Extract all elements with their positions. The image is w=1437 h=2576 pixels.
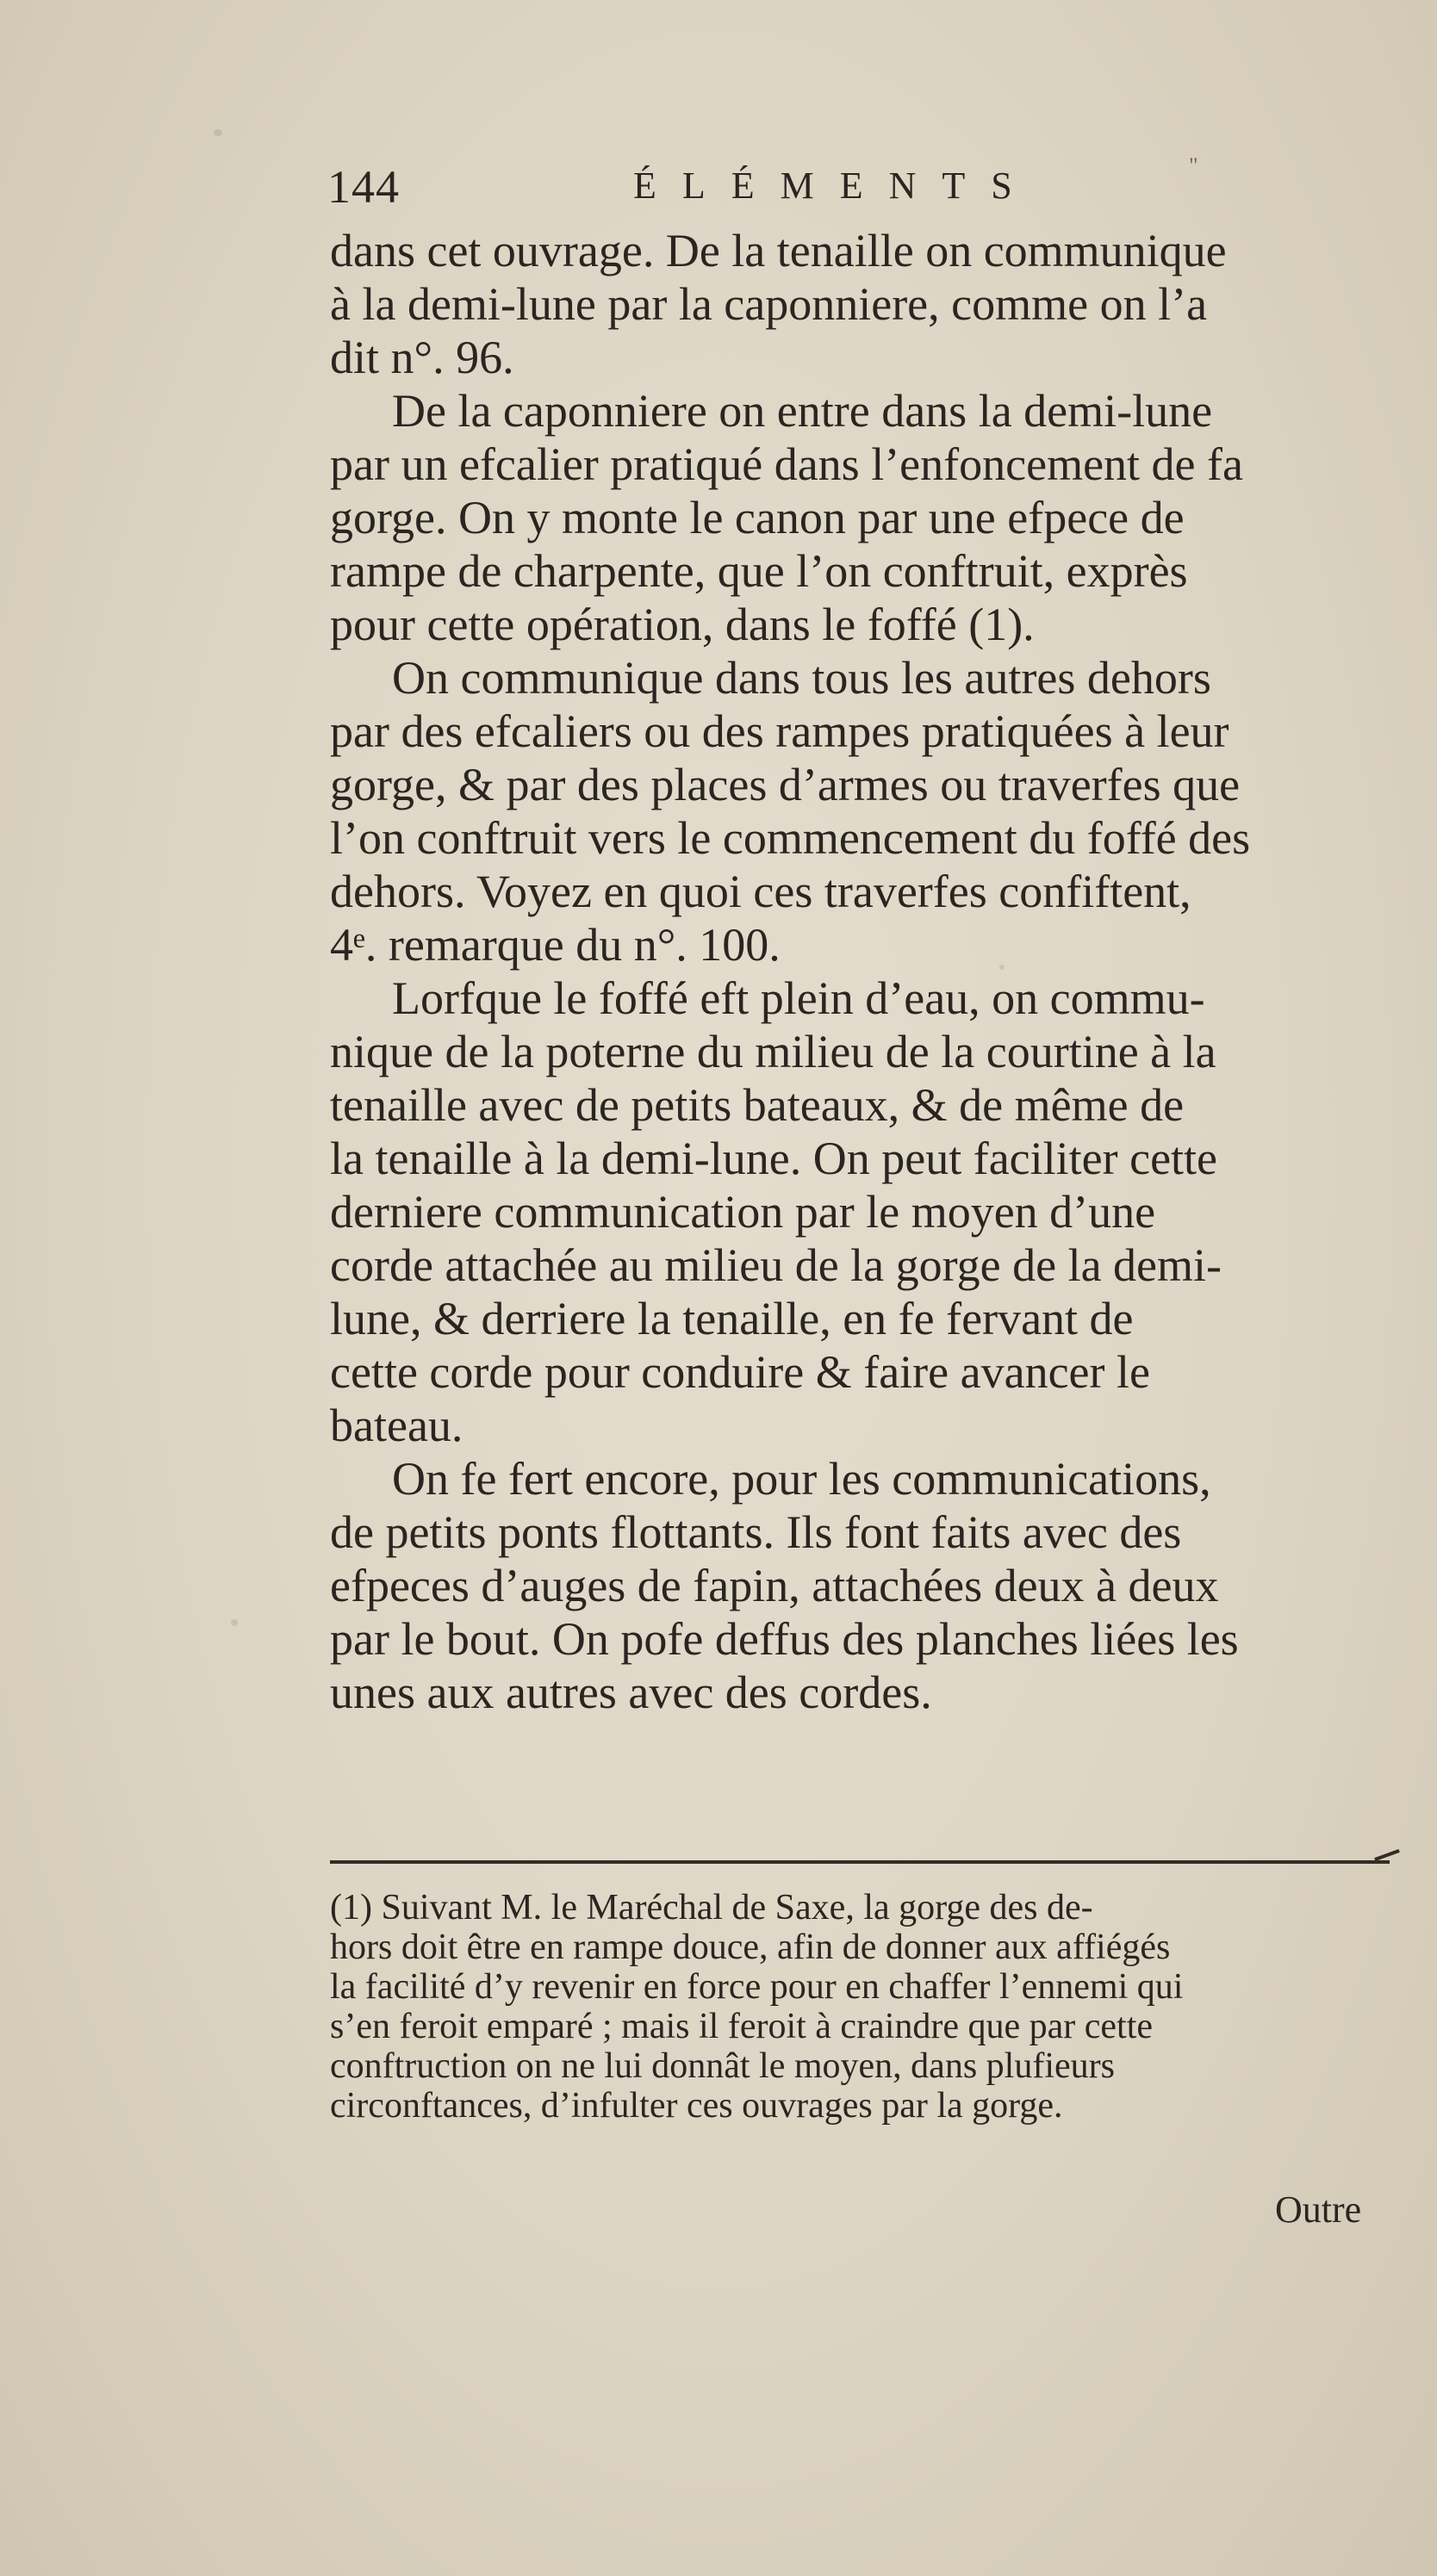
text-line: nique de la poterne du milieu de la courtine à la — [330, 1026, 1216, 1077]
text-line: unes aux autres avec des cordes. — [330, 1667, 932, 1718]
body-text — [330, 224, 1398, 1719]
text-line: corde attachée au milieu de la gorge de la demi- — [330, 1239, 1222, 1291]
page-header — [327, 153, 1198, 229]
running-head: ÉLÉMENTS — [633, 164, 1038, 207]
footnote-line: circonftances, d’infulter ces ouvrages par la gorge. — [330, 2086, 1063, 2126]
footnote-line: la facilité d’y revenir en force pour en chaffer l’ennemi qui — [330, 1967, 1184, 2007]
text-line: dans cet ouvrage. De la tenaille on communique — [330, 225, 1227, 276]
paragraph-1 — [330, 224, 1398, 384]
text-line: bateau. — [330, 1400, 463, 1451]
text-line: par un efcalier pratiqué dans l’enfoncement de fa — [330, 438, 1243, 490]
text-line: 4ᵉ. remarque du n°. 100. — [330, 919, 781, 971]
text-line: par des efcaliers ou des rampes pratiquées à leur — [330, 705, 1229, 757]
text-line: gorge, & par des places d’armes ou traverfes que — [330, 759, 1241, 810]
text-line: à la demi-lune par la caponniere, comme on l’a — [330, 278, 1208, 330]
text-line: de petits ponts flottants. Ils font faits avec des — [330, 1506, 1182, 1558]
text-line: gorge. On y monte le canon par une efpece de — [330, 492, 1185, 543]
footnote — [330, 1888, 1398, 2126]
text-line: efpeces d’auges de fapin, attachées deux à deux — [330, 1560, 1219, 1611]
text-line: cette corde pour conduire & faire avancer le — [330, 1346, 1150, 1398]
paragraph-3 — [330, 651, 1398, 971]
text-line: pour cette opération, dans le foffé (1). — [330, 599, 1035, 650]
text-line: rampe de charpente, que l’on conftruit, exprès — [330, 545, 1188, 597]
paragraph-2 — [330, 384, 1398, 651]
text-line: l’on conftruit vers le commencement du foffé des — [330, 812, 1251, 864]
text-line: De la caponniere on entre dans la demi-lune — [392, 385, 1213, 437]
footnote-line: (1) Suivant M. le Maréchal de Saxe, la gorge des de- — [330, 1888, 1093, 1927]
text-line: dit n°. 96. — [330, 332, 514, 383]
text-line: Lorfque le foffé eft plein d’eau, on commu- — [392, 972, 1205, 1024]
text-line: lune, & derriere la tenaille, en fe fervant de — [330, 1293, 1134, 1344]
page-speck — [231, 1619, 238, 1626]
footnote-line: s’en feroit emparé ; mais il feroit à craindre que par cette — [330, 2007, 1154, 2046]
text-line: On communique dans tous les autres dehors — [392, 652, 1211, 704]
text-line: la tenaille à la demi-lune. On peut faciliter cette — [330, 1133, 1218, 1184]
text-line: dehors. Voyez en quoi ces traverfes confiftent, — [330, 866, 1191, 917]
text-line: On fe fert encore, pour les communications, — [392, 1453, 1211, 1505]
text-line: tenaille avec de petits bateaux, & de même de — [330, 1079, 1185, 1131]
paragraph-5 — [330, 1452, 1398, 1719]
text-line: par le bout. On pofe deffus des planches liées les — [330, 1613, 1239, 1665]
paragraph-4 — [330, 971, 1398, 1452]
footnote-line: conftruction on ne lui donnât le moyen, dans plufieurs — [330, 2046, 1115, 2086]
page-speck — [214, 129, 222, 136]
text-line: derniere communication par le moyen d’une — [330, 1186, 1156, 1238]
catchword: Outre — [1275, 2188, 1362, 2231]
footnote-divider — [330, 1860, 1390, 1864]
footnote-line: hors doit être en rampe douce, afin de donner aux affiégés — [330, 1927, 1171, 1967]
page-number: 144 — [327, 161, 400, 213]
header-ink-mark: " — [1189, 153, 1198, 178]
